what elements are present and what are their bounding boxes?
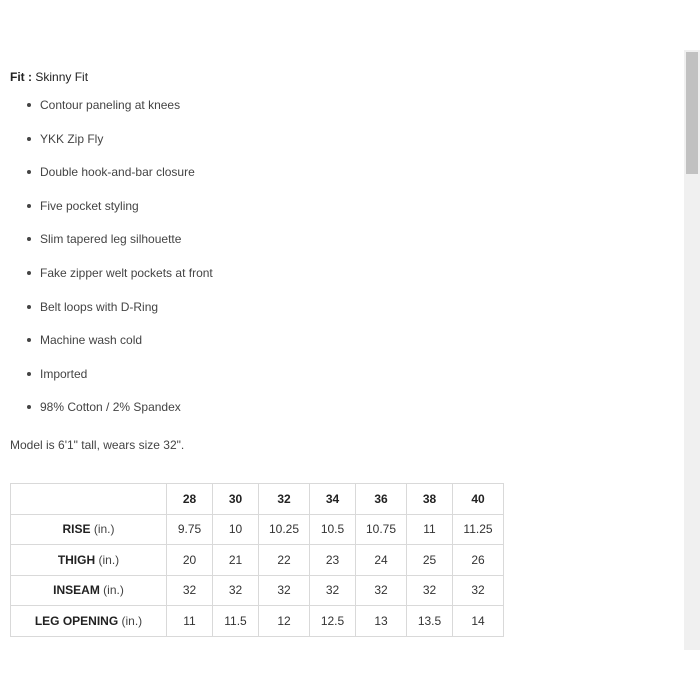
table-cell: 32: [407, 575, 453, 606]
row-unit: (in.): [103, 583, 124, 598]
table-cell: 32: [259, 575, 310, 606]
table-row: [11, 606, 504, 637]
list-item: Imported: [10, 365, 670, 399]
row-label: [11, 514, 167, 545]
list-item: Slim tapered leg silhouette: [10, 230, 670, 264]
row-name: RISE: [62, 522, 91, 537]
row-label: [11, 545, 167, 576]
table-cell: 32: [310, 575, 356, 606]
table-cell: 13.5: [407, 606, 453, 637]
row-name: LEG OPENING: [34, 613, 119, 628]
table-cell: 32: [167, 575, 213, 606]
table-header-row: [11, 484, 504, 515]
row-label: [11, 606, 167, 637]
table-row: [11, 514, 504, 545]
feature-list: [10, 96, 670, 432]
list-item: YKK Zip Fly: [10, 130, 670, 164]
table-cell: 10.75: [356, 514, 407, 545]
model-note: Model is 6'1" tall, wears size 32".: [10, 437, 185, 452]
size-header: 36: [356, 484, 407, 515]
size-header: 34: [310, 484, 356, 515]
size-header: 40: [453, 484, 504, 515]
list-item: Machine wash cold: [10, 331, 670, 365]
list-item: Double hook-and-bar closure: [10, 163, 670, 197]
row-unit: (in.): [93, 522, 115, 537]
table-cell: 25: [407, 545, 453, 576]
row-unit: (in.): [121, 613, 143, 628]
list-item: Belt loops with D-Ring: [10, 298, 670, 332]
vertical-scrollbar[interactable]: [684, 50, 700, 650]
row-name: INSEAM: [53, 583, 100, 598]
fit-value: Skinny Fit: [35, 70, 89, 84]
size-header: 32: [259, 484, 310, 515]
fit-line: [10, 68, 670, 86]
table-cell: 21: [213, 545, 259, 576]
row-label: [11, 575, 167, 606]
product-description: [10, 68, 670, 454]
table-cell: 13: [356, 606, 407, 637]
scrollbar-thumb[interactable]: [686, 52, 698, 174]
table-cell: 12: [259, 606, 310, 637]
table-cell: 32: [213, 575, 259, 606]
table-cell: 12.5: [310, 606, 356, 637]
table-cell: 10.25: [259, 514, 310, 545]
row-name: THIGH: [57, 552, 96, 567]
size-header: 38: [407, 484, 453, 515]
size-chart-table: [10, 483, 504, 637]
size-header: 28: [167, 484, 213, 515]
table-cell: 11: [167, 606, 213, 637]
list-item: Five pocket styling: [10, 197, 670, 231]
list-item: 98% Cotton / 2% Spandex: [10, 398, 670, 432]
table-cell: 10.5: [310, 514, 356, 545]
table-cell: 32: [453, 575, 504, 606]
table-cell: 9.75: [167, 514, 213, 545]
list-item: Fake zipper welt pockets at front: [10, 264, 670, 298]
table-cell: 14: [453, 606, 504, 637]
table-row: [11, 575, 504, 606]
list-item: Contour paneling at knees: [10, 96, 670, 130]
fit-label: Fit :: [10, 70, 32, 84]
table-cell: 10: [213, 514, 259, 545]
table-cell: 22: [259, 545, 310, 576]
table-cell: 11.5: [213, 606, 259, 637]
table-cell: 11: [407, 514, 453, 545]
table-cell: 23: [310, 545, 356, 576]
row-unit: (in.): [98, 552, 120, 567]
size-header: 30: [213, 484, 259, 515]
table-cell: 32: [356, 575, 407, 606]
table-cell: 20: [167, 545, 213, 576]
table-cell: 26: [453, 545, 504, 576]
table-cell: 24: [356, 545, 407, 576]
table-row: [11, 545, 504, 576]
table-corner-cell: [11, 484, 167, 515]
table-cell: 11.25: [453, 514, 504, 545]
